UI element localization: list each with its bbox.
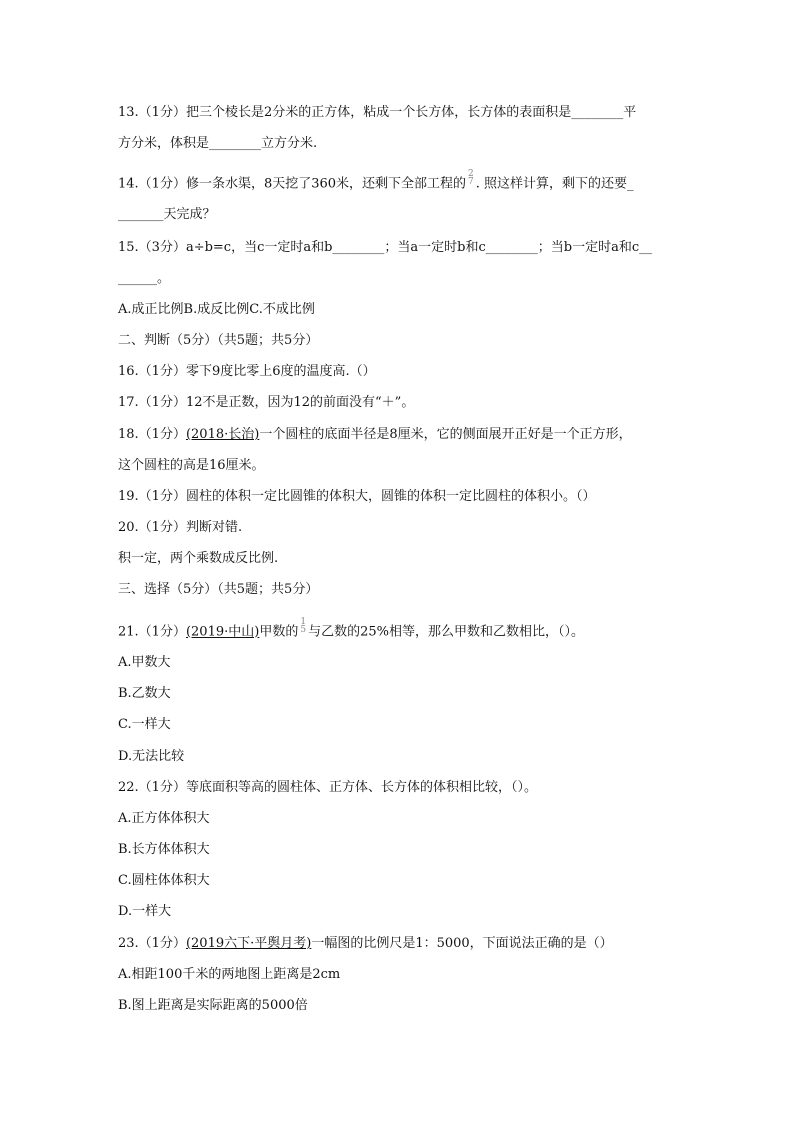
question-21-option-c: C.一样大 (118, 717, 171, 732)
fraction-numerator: 2 (468, 169, 474, 179)
question-20-line-1: 20.（1分）判断对错. (118, 520, 243, 535)
fraction-two-sevenths (468, 170, 474, 186)
question-23-number: 23.（1分） (118, 936, 186, 951)
question-23-option-a: A.相距100千米的两地图上距离是2cm (118, 967, 341, 982)
question-23-stem (118, 936, 613, 952)
question-18-stem: 一个圆柱的底面半径是8厘米，它的侧面展开正好是一个正方形， (259, 427, 632, 442)
question-15-options: A.成正比例B.成反比例C.不成比例 (118, 302, 315, 317)
question-21-number: 21.（1分） (118, 624, 186, 640)
question-23-source-link[interactable]: (2019六下·平舆月考) (185, 936, 312, 951)
question-22-stem: 22.（1分）等底面积等高的圆柱体、正方体、长方体的体积相比较，（）。 (118, 780, 537, 795)
fraction-numerator: 1 (300, 617, 307, 627)
section-3-heading: 三、选择（5分）（共5题；共5分） (118, 582, 319, 597)
question-21-option-d: D.无法比较 (118, 749, 185, 764)
fraction-denominator: 5 (300, 625, 307, 635)
fraction-denominator: 7 (468, 177, 474, 187)
question-22-option-d: D.一样大 (118, 904, 172, 919)
fraction-one-fifth (300, 618, 306, 634)
question-17: 17.（1分）12不是正数，因为12的前面没有“＋”。 (118, 395, 415, 410)
question-22-option-a: A.正方体体积大 (118, 811, 210, 826)
question-22-option-c: C.圆柱体体积大 (118, 873, 210, 888)
question-18-number: 18.（1分） (118, 427, 186, 442)
question-15-line-1: 15.（3分）a÷b=c，当c一定时a和b________；当a一定时b和c________；当b一定时a和c__ (118, 240, 653, 255)
question-21-source-link[interactable]: (2019·中山) (185, 624, 260, 640)
question-16: 16.（1分）零下9度比零上6度的温度高.（） (118, 364, 376, 379)
question-15-line-2: ______。 (118, 271, 171, 286)
question-14-stem: 14.（1分）修一条水渠，8天挖了360米，还剩下全部工程的 (118, 176, 467, 192)
question-14-stem-end: . 照这样计算，剩下的还要_ (475, 176, 634, 192)
question-23-stem-text: 一幅图的比例尺是1：5000，下面说法正确的是（） (311, 936, 613, 951)
question-13-line-2: 方分米，体积是________立方分米. (118, 136, 318, 151)
question-21-stem-start: 甲数的 (259, 624, 299, 640)
question-21-stem (118, 617, 584, 641)
question-13-line-1: 13.（1分）把三个棱长是2分米的正方体，粘成一个长方体，长方体的表面积是________平 (118, 105, 637, 120)
question-14-line-1 (118, 169, 634, 193)
question-18-line-1 (118, 427, 632, 443)
question-21-stem-end: 与乙数的25%相等，那么甲数和乙数相比，（）。 (308, 624, 584, 640)
question-18-line-2: 这个圆柱的高是16厘米。 (118, 458, 265, 473)
question-23-option-b: B.图上距离是实际距离的5000倍 (118, 998, 308, 1013)
question-22-option-b: B.长方体体积大 (118, 842, 210, 857)
question-19: 19.（1分）圆柱的体积一定比圆锥的体积大，圆锥的体积一定比圆柱的体积小。（） (118, 489, 596, 504)
section-2-heading: 二、判断（5分）（共5题；共5分） (118, 333, 319, 348)
question-21-option-a: A.甲数大 (118, 655, 171, 670)
question-18-source-link[interactable]: (2018·长治) (185, 427, 260, 442)
question-14-line-2: _______天完成？ (118, 207, 216, 222)
question-20-line-2: 积一定，两个乘数成反比例. (118, 551, 279, 566)
question-21-option-b: B.乙数大 (118, 686, 171, 701)
